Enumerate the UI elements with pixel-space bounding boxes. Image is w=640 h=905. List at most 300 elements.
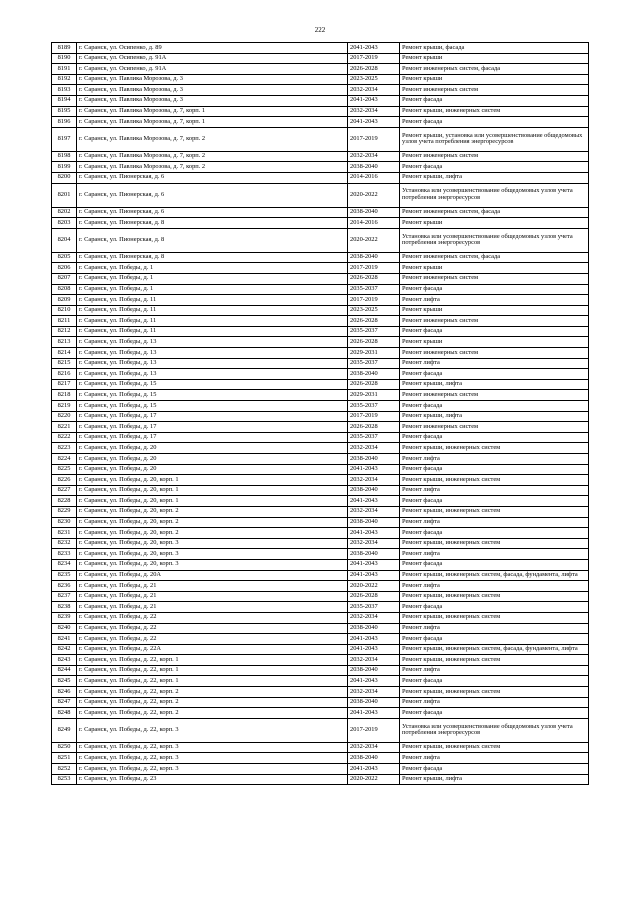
table-row	[52, 390, 589, 401]
period-cell: 2041-2043	[348, 528, 400, 539]
period-cell: 2032-2034	[348, 443, 400, 454]
table-row	[52, 655, 589, 666]
period-cell: 2041-2043	[348, 764, 400, 775]
row-number-cell: 8231	[52, 528, 77, 539]
period-cell: 2017-2019	[348, 263, 400, 274]
work-type-cell: Установка или усовершенствование общедомовых узлов учета потребления энергоресурсов	[400, 183, 589, 207]
period-cell: 2029-2031	[348, 390, 400, 401]
work-type-cell: Ремонт крыши, инженерных систем	[400, 612, 589, 623]
address-cell: г. Саранск, ул. Победы, д. 22, корп. 3	[77, 742, 348, 753]
period-cell: 2041-2043	[348, 570, 400, 581]
work-type-cell: Ремонт фасада	[400, 117, 589, 128]
row-number-cell: 8236	[52, 581, 77, 592]
table-row	[52, 485, 589, 496]
work-type-cell: Ремонт лифта	[400, 485, 589, 496]
row-number-cell: 8233	[52, 549, 77, 560]
address-cell: г. Саранск, ул. Павлика Морозова, д. 3	[77, 95, 348, 106]
address-cell: г. Саранск, ул. Победы, д. 22, корп. 3	[77, 764, 348, 775]
row-number-cell: 8190	[52, 53, 77, 64]
work-type-cell: Ремонт крыши, инженерных систем	[400, 506, 589, 517]
period-cell: 2035-2037	[348, 284, 400, 295]
address-cell: г. Саранск, ул. Победы, д. 20, корп. 1	[77, 485, 348, 496]
row-number-cell: 8229	[52, 506, 77, 517]
address-cell: г. Саранск, ул. Победы, д. 15	[77, 379, 348, 390]
work-type-cell: Ремонт крыши, инженерных систем	[400, 475, 589, 486]
work-type-cell: Ремонт крыши, инженерных систем, фасада, фундамента, лифта	[400, 570, 589, 581]
table-row	[52, 570, 589, 581]
row-number-cell: 8200	[52, 172, 77, 183]
period-cell: 2041-2043	[348, 117, 400, 128]
period-cell: 2020-2022	[348, 581, 400, 592]
row-number-cell: 8203	[52, 218, 77, 229]
row-number-cell: 8196	[52, 117, 77, 128]
address-cell: г. Саранск, ул. Осипенко, д. 91А	[77, 64, 348, 75]
period-cell: 2032-2034	[348, 106, 400, 117]
table-row	[52, 697, 589, 708]
row-number-cell: 8241	[52, 634, 77, 645]
address-cell: г. Саранск, ул. Победы, д. 22, корп. 3	[77, 753, 348, 764]
work-type-cell: Ремонт лифта	[400, 581, 589, 592]
address-cell: г. Саранск, ул. Победы, д. 13	[77, 348, 348, 359]
period-cell: 2029-2031	[348, 348, 400, 359]
period-cell: 2038-2040	[348, 485, 400, 496]
table-row	[52, 95, 589, 106]
row-number-cell: 8210	[52, 305, 77, 316]
address-cell: г. Саранск, ул. Победы, д. 22, корп. 3	[77, 718, 348, 742]
page-number: 222	[314, 26, 326, 34]
address-cell: г. Саранск, ул. Победы, д. 1	[77, 284, 348, 295]
period-cell: 2020-2022	[348, 774, 400, 785]
table-row	[52, 708, 589, 719]
period-cell: 2014-2016	[348, 218, 400, 229]
row-number-cell: 8235	[52, 570, 77, 581]
address-cell: г. Саранск, ул. Осипенко, д. 91А	[77, 53, 348, 64]
address-cell: г. Саранск, ул. Пионерская, д. 6	[77, 172, 348, 183]
address-cell: г. Саранск, ул. Победы, д. 11	[77, 326, 348, 337]
address-cell: г. Саранск, ул. Победы, д. 21	[77, 591, 348, 602]
period-cell: 2035-2037	[348, 326, 400, 337]
work-type-cell: Ремонт крыши	[400, 218, 589, 229]
table-row	[52, 43, 589, 54]
table-row	[52, 85, 589, 96]
table-row	[52, 549, 589, 560]
period-cell: 2038-2040	[348, 753, 400, 764]
table-row	[52, 316, 589, 327]
row-number-cell: 8251	[52, 753, 77, 764]
table-row	[52, 443, 589, 454]
period-cell: 2026-2028	[348, 316, 400, 327]
period-cell: 2026-2028	[348, 379, 400, 390]
address-cell: г. Саранск, ул. Победы, д. 11	[77, 316, 348, 327]
table-body	[52, 43, 589, 785]
table-row	[52, 687, 589, 698]
address-cell: г. Саранск, ул. Пионерская, д. 8	[77, 252, 348, 263]
address-cell: г. Саранск, ул. Победы, д. 17	[77, 432, 348, 443]
row-number-cell: 8218	[52, 390, 77, 401]
address-cell: г. Саранск, ул. Пионерская, д. 8	[77, 228, 348, 252]
table-row	[52, 432, 589, 443]
row-number-cell: 8208	[52, 284, 77, 295]
table-row	[52, 127, 589, 151]
period-cell: 2032-2034	[348, 612, 400, 623]
work-type-cell: Ремонт фасада	[400, 284, 589, 295]
row-number-cell: 8252	[52, 764, 77, 775]
row-number-cell: 8227	[52, 485, 77, 496]
row-number-cell: 8207	[52, 273, 77, 284]
period-cell: 2014-2016	[348, 172, 400, 183]
period-cell: 2032-2034	[348, 151, 400, 162]
work-type-cell: Установка или усовершенствование общедомовых узлов учета потребления энергоресурсов	[400, 718, 589, 742]
table-row	[52, 475, 589, 486]
work-type-cell: Ремонт фасада	[400, 401, 589, 412]
period-cell: 2038-2040	[348, 162, 400, 173]
period-cell: 2032-2034	[348, 475, 400, 486]
period-cell: 2038-2040	[348, 549, 400, 560]
row-number-cell: 8223	[52, 443, 77, 454]
table-row	[52, 369, 589, 380]
work-type-cell: Ремонт крыши	[400, 337, 589, 348]
row-number-cell: 8191	[52, 64, 77, 75]
address-cell: г. Саранск, ул. Победы, д. 13	[77, 369, 348, 380]
row-number-cell: 8215	[52, 358, 77, 369]
row-number-cell: 8204	[52, 228, 77, 252]
work-type-cell: Ремонт инженерных систем, фасада	[400, 207, 589, 218]
row-number-cell: 8237	[52, 591, 77, 602]
work-type-cell: Ремонт фасада	[400, 528, 589, 539]
period-cell: 2017-2019	[348, 718, 400, 742]
table-row	[52, 676, 589, 687]
row-number-cell: 8247	[52, 697, 77, 708]
table-row	[52, 252, 589, 263]
work-type-cell: Ремонт фасада	[400, 326, 589, 337]
work-type-cell: Ремонт крыши	[400, 305, 589, 316]
table-row	[52, 602, 589, 613]
work-type-cell: Ремонт крыши, лифта	[400, 379, 589, 390]
work-type-cell: Ремонт крыши, лифта	[400, 172, 589, 183]
row-number-cell: 8242	[52, 644, 77, 655]
table-row	[52, 218, 589, 229]
row-number-cell: 8194	[52, 95, 77, 106]
table-row	[52, 326, 589, 337]
period-cell: 2032-2034	[348, 538, 400, 549]
period-cell: 2020-2022	[348, 183, 400, 207]
period-cell: 2032-2034	[348, 506, 400, 517]
period-cell: 2020-2022	[348, 228, 400, 252]
row-number-cell: 8234	[52, 559, 77, 570]
work-type-cell: Ремонт инженерных систем	[400, 390, 589, 401]
work-type-cell: Ремонт лифта	[400, 517, 589, 528]
table-row	[52, 506, 589, 517]
row-number-cell: 8217	[52, 379, 77, 390]
table-row	[52, 183, 589, 207]
period-cell: 2041-2043	[348, 676, 400, 687]
row-number-cell: 8220	[52, 411, 77, 422]
table-row	[52, 64, 589, 75]
table-row	[52, 348, 589, 359]
address-cell: г. Саранск, ул. Победы, д. 21	[77, 602, 348, 613]
table-row	[52, 401, 589, 412]
row-number-cell: 8216	[52, 369, 77, 380]
work-type-cell: Ремонт фасада	[400, 764, 589, 775]
row-number-cell: 8198	[52, 151, 77, 162]
table-row	[52, 753, 589, 764]
row-number-cell: 8248	[52, 708, 77, 719]
work-type-cell: Ремонт крыши, инженерных систем, фасада, фундамента, лифта	[400, 644, 589, 655]
row-number-cell: 8246	[52, 687, 77, 698]
work-type-cell: Ремонт крыши, инженерных систем	[400, 687, 589, 698]
table-row	[52, 764, 589, 775]
work-type-cell: Ремонт крыши, инженерных систем	[400, 655, 589, 666]
work-type-cell: Ремонт лифта	[400, 295, 589, 306]
period-cell: 2032-2034	[348, 655, 400, 666]
work-type-cell: Ремонт крыши, инженерных систем	[400, 591, 589, 602]
address-cell: г. Саранск, ул. Победы, д. 22	[77, 612, 348, 623]
table-row	[52, 581, 589, 592]
period-cell: 2035-2037	[348, 432, 400, 443]
address-cell: г. Саранск, ул. Победы, д. 22, корп. 2	[77, 697, 348, 708]
table-row	[52, 454, 589, 465]
row-number-cell: 8226	[52, 475, 77, 486]
row-number-cell: 8192	[52, 74, 77, 85]
work-type-cell: Ремонт крыши	[400, 263, 589, 274]
work-type-cell: Ремонт лифта	[400, 454, 589, 465]
work-type-cell: Ремонт фасада	[400, 95, 589, 106]
table-row	[52, 742, 589, 753]
work-type-cell: Ремонт фасада	[400, 464, 589, 475]
period-cell: 2038-2040	[348, 454, 400, 465]
table-row	[52, 53, 589, 64]
address-cell: г. Саранск, ул. Победы, д. 11	[77, 305, 348, 316]
period-cell: 2041-2043	[348, 634, 400, 645]
address-cell: г. Саранск, ул. Победы, д. 13	[77, 337, 348, 348]
period-cell: 2017-2019	[348, 295, 400, 306]
row-number-cell: 8225	[52, 464, 77, 475]
table-row	[52, 517, 589, 528]
period-cell: 2026-2028	[348, 591, 400, 602]
table-row	[52, 172, 589, 183]
row-number-cell: 8189	[52, 43, 77, 54]
address-cell: г. Саранск, ул. Победы, д. 20, корп. 1	[77, 496, 348, 507]
address-cell: г. Саранск, ул. Победы, д. 15	[77, 401, 348, 412]
row-number-cell: 8202	[52, 207, 77, 218]
work-type-cell: Ремонт фасада	[400, 559, 589, 570]
table-row	[52, 665, 589, 676]
period-cell: 2041-2043	[348, 43, 400, 54]
row-number-cell: 8205	[52, 252, 77, 263]
period-cell: 2017-2019	[348, 411, 400, 422]
table-row	[52, 207, 589, 218]
table-row	[52, 305, 589, 316]
row-number-cell: 8213	[52, 337, 77, 348]
address-cell: г. Саранск, ул. Победы, д. 20	[77, 464, 348, 475]
period-cell: 2038-2040	[348, 665, 400, 676]
period-cell: 2017-2019	[348, 53, 400, 64]
table-row	[52, 263, 589, 274]
address-cell: г. Саранск, ул. Победы, д. 20, корп. 3	[77, 559, 348, 570]
address-cell: г. Саранск, ул. Победы, д. 15	[77, 390, 348, 401]
period-cell: 2038-2040	[348, 252, 400, 263]
row-number-cell: 8212	[52, 326, 77, 337]
address-cell: г. Саранск, ул. Победы, д. 17	[77, 422, 348, 433]
period-cell: 2041-2043	[348, 559, 400, 570]
period-cell: 2026-2028	[348, 337, 400, 348]
row-number-cell: 8211	[52, 316, 77, 327]
work-type-cell: Ремонт крыши, лифта	[400, 411, 589, 422]
table-row	[52, 411, 589, 422]
period-cell: 2041-2043	[348, 496, 400, 507]
work-type-cell: Ремонт крыши, фасада	[400, 43, 589, 54]
table-row	[52, 612, 589, 623]
period-cell: 2035-2037	[348, 602, 400, 613]
address-cell: г. Саранск, ул. Победы, д. 13	[77, 358, 348, 369]
period-cell: 2023-2025	[348, 305, 400, 316]
work-type-cell: Ремонт крыши, лифта	[400, 774, 589, 785]
address-cell: г. Саранск, ул. Победы, д. 20А	[77, 570, 348, 581]
address-cell: г. Саранск, ул. Победы, д. 22, корп. 2	[77, 687, 348, 698]
table-row	[52, 228, 589, 252]
period-cell: 2041-2043	[348, 464, 400, 475]
period-cell: 2023-2025	[348, 74, 400, 85]
work-type-cell: Ремонт лифта	[400, 753, 589, 764]
row-number-cell: 8214	[52, 348, 77, 359]
address-cell: г. Саранск, ул. Павлика Морозова, д. 7, корп. 2	[77, 162, 348, 173]
work-type-cell: Ремонт крыши, инженерных систем	[400, 538, 589, 549]
row-number-cell: 8193	[52, 85, 77, 96]
address-cell: г. Саранск, ул. Пионерская, д. 6	[77, 183, 348, 207]
row-number-cell: 8230	[52, 517, 77, 528]
period-cell: 2026-2028	[348, 422, 400, 433]
address-cell: г. Саранск, ул. Победы, д. 20, корп. 1	[77, 475, 348, 486]
period-cell: 2032-2034	[348, 687, 400, 698]
work-type-cell: Ремонт инженерных систем	[400, 422, 589, 433]
work-type-cell: Ремонт лифта	[400, 549, 589, 560]
address-cell: г. Саранск, ул. Победы, д. 20	[77, 454, 348, 465]
row-number-cell: 8250	[52, 742, 77, 753]
period-cell: 2038-2040	[348, 207, 400, 218]
table-row	[52, 422, 589, 433]
address-cell: г. Саранск, ул. Победы, д. 21	[77, 581, 348, 592]
work-type-cell: Ремонт инженерных систем	[400, 151, 589, 162]
work-type-cell: Ремонт крыши, инженерных систем	[400, 443, 589, 454]
period-cell: 2026-2028	[348, 64, 400, 75]
row-number-cell: 8232	[52, 538, 77, 549]
row-number-cell: 8219	[52, 401, 77, 412]
work-type-cell: Ремонт инженерных систем	[400, 316, 589, 327]
row-number-cell: 8245	[52, 676, 77, 687]
row-number-cell: 8201	[52, 183, 77, 207]
work-type-cell: Ремонт лифта	[400, 697, 589, 708]
work-type-cell: Ремонт фасада	[400, 676, 589, 687]
row-number-cell: 8199	[52, 162, 77, 173]
table-row	[52, 528, 589, 539]
table-row	[52, 295, 589, 306]
period-cell: 2035-2037	[348, 358, 400, 369]
address-cell: г. Саранск, ул. Победы, д. 20, корп. 2	[77, 517, 348, 528]
table-row	[52, 151, 589, 162]
table-row	[52, 591, 589, 602]
work-type-cell: Ремонт инженерных систем	[400, 273, 589, 284]
table-row	[52, 718, 589, 742]
table-row	[52, 162, 589, 173]
period-cell: 2035-2037	[348, 401, 400, 412]
period-cell: 2038-2040	[348, 517, 400, 528]
address-cell: г. Саранск, ул. Победы, д. 22	[77, 623, 348, 634]
address-cell: г. Саранск, ул. Победы, д. 22, корп. 1	[77, 676, 348, 687]
table-row	[52, 634, 589, 645]
address-cell: г. Саранск, ул. Павлика Морозова, д. 7, корп. 2	[77, 151, 348, 162]
address-cell: г. Саранск, ул. Павлика Морозова, д. 7, корп. 1	[77, 117, 348, 128]
table-row	[52, 379, 589, 390]
row-number-cell: 8228	[52, 496, 77, 507]
work-type-cell: Ремонт фасада	[400, 496, 589, 507]
period-cell: 2038-2040	[348, 623, 400, 634]
row-number-cell: 8238	[52, 602, 77, 613]
period-cell: 2038-2040	[348, 697, 400, 708]
work-type-cell: Установка или усовершенствование общедомовых узлов учета потребления энергоресурсов	[400, 228, 589, 252]
work-type-cell: Ремонт крыши, установка или усовершенствование общедомовых узлов учета потребления энергоресурсов	[400, 127, 589, 151]
row-number-cell: 8221	[52, 422, 77, 433]
row-number-cell: 8209	[52, 295, 77, 306]
work-type-cell: Ремонт инженерных систем	[400, 85, 589, 96]
address-cell: г. Саранск, ул. Победы, д. 22	[77, 634, 348, 645]
address-cell: г. Саранск, ул. Победы, д. 20	[77, 443, 348, 454]
row-number-cell: 8243	[52, 655, 77, 666]
period-cell: 2026-2028	[348, 273, 400, 284]
row-number-cell: 8240	[52, 623, 77, 634]
work-type-cell: Ремонт фасада	[400, 432, 589, 443]
address-cell: г. Саранск, ул. Победы, д. 1	[77, 263, 348, 274]
table-row	[52, 464, 589, 475]
address-cell: г. Саранск, ул. Павлика Морозова, д. 3	[77, 74, 348, 85]
address-cell: г. Саранск, ул. Пионерская, д. 8	[77, 218, 348, 229]
work-type-cell: Ремонт фасада	[400, 634, 589, 645]
address-cell: г. Саранск, ул. Победы, д. 22, корп. 1	[77, 655, 348, 666]
table-row	[52, 284, 589, 295]
address-cell: г. Саранск, ул. Победы, д. 22, корп. 2	[77, 708, 348, 719]
work-type-cell: Ремонт инженерных систем	[400, 348, 589, 359]
row-number-cell: 8244	[52, 665, 77, 676]
table-row	[52, 358, 589, 369]
work-type-cell: Ремонт фасада	[400, 708, 589, 719]
work-type-cell: Ремонт фасада	[400, 602, 589, 613]
period-cell: 2041-2043	[348, 708, 400, 719]
row-number-cell: 8249	[52, 718, 77, 742]
row-number-cell: 8239	[52, 612, 77, 623]
address-cell: г. Саранск, ул. Победы, д. 20, корп. 3	[77, 538, 348, 549]
work-type-cell: Ремонт крыши, инженерных систем	[400, 742, 589, 753]
row-number-cell: 8253	[52, 774, 77, 785]
table-row	[52, 774, 589, 785]
work-type-cell: Ремонт инженерных систем, фасада	[400, 64, 589, 75]
address-cell: г. Саранск, ул. Павлика Морозова, д. 7, корп. 2	[77, 127, 348, 151]
table-row	[52, 337, 589, 348]
address-cell: г. Саранск, ул. Победы, д. 22А	[77, 644, 348, 655]
repair-schedule-table	[51, 42, 589, 785]
row-number-cell: 8222	[52, 432, 77, 443]
table-row	[52, 117, 589, 128]
period-cell: 2041-2043	[348, 95, 400, 106]
address-cell: г. Саранск, ул. Осипенко, д. 89	[77, 43, 348, 54]
row-number-cell: 8195	[52, 106, 77, 117]
address-cell: г. Саранск, ул. Победы, д. 20, корп. 3	[77, 549, 348, 560]
work-type-cell: Ремонт крыши	[400, 53, 589, 64]
work-type-cell: Ремонт лифта	[400, 623, 589, 634]
address-cell: г. Саранск, ул. Павлика Морозова, д. 3	[77, 85, 348, 96]
address-cell: г. Саранск, ул. Победы, д. 11	[77, 295, 348, 306]
table-row	[52, 273, 589, 284]
row-number-cell: 8224	[52, 454, 77, 465]
period-cell: 2038-2040	[348, 369, 400, 380]
